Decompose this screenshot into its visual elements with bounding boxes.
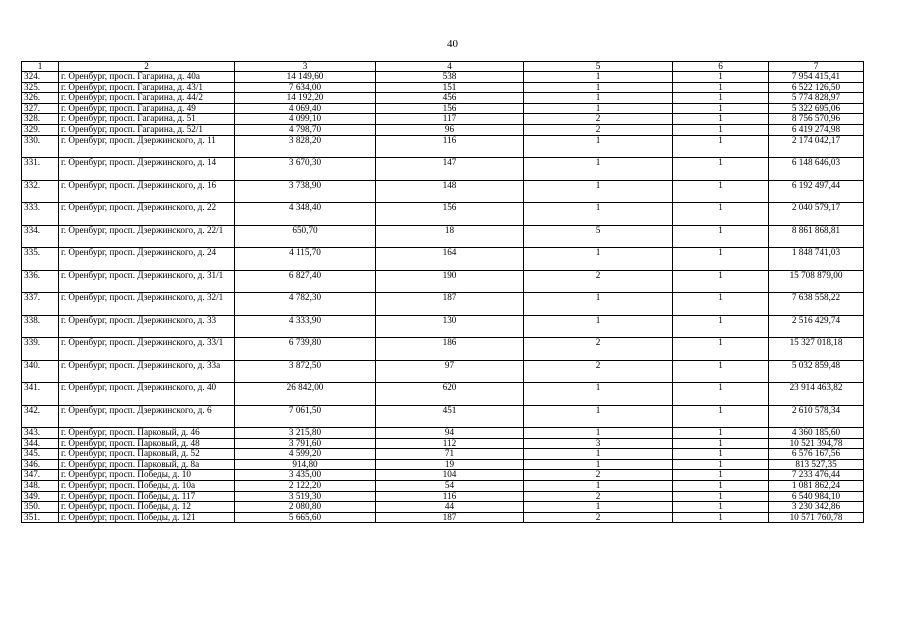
count-cell: 538: [376, 72, 524, 83]
row-number: 324.: [22, 72, 59, 83]
address-cell: г. Оренбург, просп. Дзержинского, д. 32/1: [59, 293, 235, 316]
column6-cell: 1: [673, 203, 769, 226]
column6-cell: 1: [673, 405, 769, 428]
cost-cell: 4 360 185,60: [769, 428, 864, 439]
column5-cell: 2: [524, 360, 673, 383]
row-number: 332.: [22, 180, 59, 203]
table-row: [22, 180, 864, 203]
cost-cell: 5 032 859,48: [769, 360, 864, 383]
area-cell: 14 149,60: [235, 72, 376, 83]
cost-cell: 10 521 394,78: [769, 438, 864, 449]
count-cell: 164: [376, 248, 524, 271]
cost-cell: 1 081 862,24: [769, 481, 864, 492]
table-row: [22, 481, 864, 492]
table-row: [22, 135, 864, 158]
column6-cell: 1: [673, 338, 769, 361]
address-cell: г. Оренбург, просп. Победы, д. 10а: [59, 481, 235, 492]
area-cell: 14 192,20: [235, 93, 376, 104]
count-cell: 19: [376, 459, 524, 470]
area-cell: 26 842,00: [235, 383, 376, 406]
count-cell: 148: [376, 180, 524, 203]
address-cell: г. Оренбург, просп. Гагарина, д. 52/1: [59, 124, 235, 135]
area-cell: 5 665,60: [235, 512, 376, 523]
address-cell: г. Оренбург, просп. Дзержинского, д. 22: [59, 203, 235, 226]
table-row: [22, 270, 864, 293]
column-header: 2: [59, 62, 235, 72]
cost-cell: 3 230 342,86: [769, 502, 864, 513]
column5-cell: 2: [524, 270, 673, 293]
cost-cell: 2 610 578,34: [769, 405, 864, 428]
column5-cell: 1: [524, 449, 673, 460]
address-cell: г. Оренбург, просп. Дзержинского, д. 31/1: [59, 270, 235, 293]
row-number: 339.: [22, 338, 59, 361]
area-cell: 3 215,80: [235, 428, 376, 439]
table-body: [22, 72, 864, 523]
row-number: 351.: [22, 512, 59, 523]
column6-cell: 1: [673, 360, 769, 383]
row-number: 342.: [22, 405, 59, 428]
column6-cell: 1: [673, 114, 769, 125]
address-cell: г. Оренбург, просп. Парковый, д. 46: [59, 428, 235, 439]
table-row: [22, 225, 864, 248]
column5-cell: 1: [524, 103, 673, 114]
count-cell: 620: [376, 383, 524, 406]
cost-cell: 7 233 476,44: [769, 470, 864, 481]
row-number: 345.: [22, 449, 59, 460]
table-row: [22, 315, 864, 338]
row-number: 349.: [22, 491, 59, 502]
column5-cell: 1: [524, 502, 673, 513]
column5-cell: 2: [524, 470, 673, 481]
table-row: [22, 470, 864, 481]
cost-cell: 6 419 274,98: [769, 124, 864, 135]
count-cell: 54: [376, 481, 524, 492]
row-number: 327.: [22, 103, 59, 114]
area-cell: 3 872,50: [235, 360, 376, 383]
area-cell: 4 798,70: [235, 124, 376, 135]
row-number: 343.: [22, 428, 59, 439]
column-header: 6: [673, 62, 769, 72]
area-cell: 6 739,80: [235, 338, 376, 361]
column5-cell: 1: [524, 180, 673, 203]
cost-cell: 15 327 018,18: [769, 338, 864, 361]
column6-cell: 1: [673, 512, 769, 523]
address-cell: г. Оренбург, просп. Гагарина, д. 49: [59, 103, 235, 114]
address-cell: г. Оренбург, просп. Гагарина, д. 51: [59, 114, 235, 125]
column5-cell: 1: [524, 248, 673, 271]
column6-cell: 1: [673, 103, 769, 114]
row-number: 346.: [22, 459, 59, 470]
column5-cell: 2: [524, 338, 673, 361]
column-header: 3: [235, 62, 376, 72]
column6-cell: 1: [673, 449, 769, 460]
area-cell: 7 061,50: [235, 405, 376, 428]
cost-cell: 6 540 984,10: [769, 491, 864, 502]
column6-cell: 1: [673, 481, 769, 492]
cost-cell: 8 756 570,96: [769, 114, 864, 125]
area-cell: 3 791,60: [235, 438, 376, 449]
count-cell: 187: [376, 512, 524, 523]
cost-cell: 6 192 497,44: [769, 180, 864, 203]
row-number: 348.: [22, 481, 59, 492]
address-cell: г. Оренбург, просп. Парковый, д. 8а: [59, 459, 235, 470]
table-row: [22, 491, 864, 502]
cost-cell: 10 571 760,78: [769, 512, 864, 523]
count-cell: 104: [376, 470, 524, 481]
address-cell: г. Оренбург, просп. Дзержинского, д. 14: [59, 158, 235, 181]
row-number: 350.: [22, 502, 59, 513]
address-cell: г. Оренбург, просп. Гагарина, д. 40а: [59, 72, 235, 83]
row-number: 326.: [22, 93, 59, 104]
table-row: [22, 502, 864, 513]
row-number: 337.: [22, 293, 59, 316]
column5-cell: 1: [524, 72, 673, 83]
column6-cell: 1: [673, 315, 769, 338]
cost-cell: 2 516 429,74: [769, 315, 864, 338]
cost-cell: 7 954 415,41: [769, 72, 864, 83]
table-row: [22, 124, 864, 135]
column5-cell: 1: [524, 405, 673, 428]
column6-cell: 1: [673, 158, 769, 181]
table-row: [22, 438, 864, 449]
count-cell: 130: [376, 315, 524, 338]
address-cell: г. Оренбург, просп. Дзержинского, д. 33а: [59, 360, 235, 383]
row-number: 333.: [22, 203, 59, 226]
column6-cell: 1: [673, 180, 769, 203]
table-row: [22, 293, 864, 316]
table-row: [22, 93, 864, 104]
address-cell: г. Оренбург, просп. Дзержинского, д. 40: [59, 383, 235, 406]
area-cell: 914,80: [235, 459, 376, 470]
column5-cell: 1: [524, 428, 673, 439]
area-cell: 7 634,00: [235, 82, 376, 93]
area-cell: 3 435,00: [235, 470, 376, 481]
cost-cell: 5 322 695,06: [769, 103, 864, 114]
cost-cell: 2 174 042,17: [769, 135, 864, 158]
column6-cell: 1: [673, 502, 769, 513]
area-cell: 6 827,40: [235, 270, 376, 293]
column5-cell: 1: [524, 135, 673, 158]
address-cell: г. Оренбург, просп. Победы, д. 10: [59, 470, 235, 481]
column6-cell: 1: [673, 438, 769, 449]
column6-cell: 1: [673, 459, 769, 470]
address-cell: г. Оренбург, просп. Победы, д. 12: [59, 502, 235, 513]
address-cell: г. Оренбург, просп. Гагарина, д. 44/2: [59, 93, 235, 104]
table-row: [22, 203, 864, 226]
column5-cell: 1: [524, 82, 673, 93]
column5-cell: 1: [524, 158, 673, 181]
address-cell: г. Оренбург, просп. Парковый, д. 48: [59, 438, 235, 449]
address-cell: г. Оренбург, просп. Гагарина, д. 43/1: [59, 82, 235, 93]
row-number: 338.: [22, 315, 59, 338]
table-row: [22, 512, 864, 523]
column6-cell: 1: [673, 248, 769, 271]
table-row: [22, 158, 864, 181]
area-cell: 3 828,20: [235, 135, 376, 158]
count-cell: 186: [376, 338, 524, 361]
column6-cell: 1: [673, 270, 769, 293]
table-row: [22, 360, 864, 383]
address-cell: г. Оренбург, просп. Дзержинского, д. 16: [59, 180, 235, 203]
column5-cell: 1: [524, 481, 673, 492]
column5-cell: 1: [524, 315, 673, 338]
count-cell: 147: [376, 158, 524, 181]
count-cell: 456: [376, 93, 524, 104]
column6-cell: 1: [673, 491, 769, 502]
cost-cell: 15 708 879,00: [769, 270, 864, 293]
table-row: [22, 383, 864, 406]
column-header: 5: [524, 62, 673, 72]
cost-cell: 7 638 558,22: [769, 293, 864, 316]
area-cell: 2 122,20: [235, 481, 376, 492]
row-number: 347.: [22, 470, 59, 481]
cost-cell: 1 848 741,03: [769, 248, 864, 271]
row-number: 325.: [22, 82, 59, 93]
count-cell: 451: [376, 405, 524, 428]
page-number: 40: [447, 38, 458, 50]
area-cell: 650,70: [235, 225, 376, 248]
address-cell: г. Оренбург, просп. Дзержинского, д. 6: [59, 405, 235, 428]
area-cell: 3 738,90: [235, 180, 376, 203]
register-table: [21, 61, 864, 523]
table-row: [22, 248, 864, 271]
table-row: [22, 82, 864, 93]
row-number: 329.: [22, 124, 59, 135]
column5-cell: 1: [524, 383, 673, 406]
count-cell: 97: [376, 360, 524, 383]
row-number: 335.: [22, 248, 59, 271]
row-number: 330.: [22, 135, 59, 158]
column5-cell: 2: [524, 124, 673, 135]
column6-cell: 1: [673, 82, 769, 93]
area-cell: 4 069,40: [235, 103, 376, 114]
column5-cell: 2: [524, 114, 673, 125]
area-cell: 4 115,70: [235, 248, 376, 271]
row-number: 334.: [22, 225, 59, 248]
column6-cell: 1: [673, 293, 769, 316]
cost-cell: 23 914 463,82: [769, 383, 864, 406]
cost-cell: 6 522 126,50: [769, 82, 864, 93]
column6-cell: 1: [673, 93, 769, 104]
count-cell: 190: [376, 270, 524, 293]
column6-cell: 1: [673, 135, 769, 158]
address-cell: г. Оренбург, просп. Дзержинского, д. 11: [59, 135, 235, 158]
area-cell: 4 599,20: [235, 449, 376, 460]
row-number: 344.: [22, 438, 59, 449]
column5-cell: 1: [524, 203, 673, 226]
column6-cell: 1: [673, 470, 769, 481]
area-cell: 4 099,10: [235, 114, 376, 125]
column-header: 4: [376, 62, 524, 72]
cost-cell: 6 148 646,03: [769, 158, 864, 181]
address-cell: г. Оренбург, просп. Победы, д. 117: [59, 491, 235, 502]
count-cell: 116: [376, 491, 524, 502]
address-cell: г. Оренбург, просп. Дзержинского, д. 24: [59, 248, 235, 271]
cost-cell: 5 774 828,97: [769, 93, 864, 104]
count-cell: 112: [376, 438, 524, 449]
table-row: [22, 103, 864, 114]
row-number: 331.: [22, 158, 59, 181]
area-cell: 4 348,40: [235, 203, 376, 226]
count-cell: 116: [376, 135, 524, 158]
address-cell: г. Оренбург, просп. Дзержинского, д. 33/1: [59, 338, 235, 361]
row-number: 340.: [22, 360, 59, 383]
column6-cell: 1: [673, 428, 769, 439]
address-cell: г. Оренбург, просп. Парковый, д. 52: [59, 449, 235, 460]
column6-cell: 1: [673, 225, 769, 248]
count-cell: 156: [376, 203, 524, 226]
column5-cell: 3: [524, 438, 673, 449]
count-cell: 18: [376, 225, 524, 248]
cost-cell: 6 576 167,56: [769, 449, 864, 460]
column5-cell: 5: [524, 225, 673, 248]
cost-cell: 813 527,35: [769, 459, 864, 470]
row-number: 328.: [22, 114, 59, 125]
area-cell: 4 333,90: [235, 315, 376, 338]
column6-cell: 1: [673, 72, 769, 83]
table-row: [22, 338, 864, 361]
count-cell: 94: [376, 428, 524, 439]
cost-cell: 8 861 868,81: [769, 225, 864, 248]
count-cell: 44: [376, 502, 524, 513]
column5-cell: 1: [524, 459, 673, 470]
count-cell: 151: [376, 82, 524, 93]
table-row: [22, 428, 864, 439]
count-cell: 156: [376, 103, 524, 114]
table-row: [22, 114, 864, 125]
area-cell: 3 519,30: [235, 491, 376, 502]
table-row: [22, 72, 864, 83]
count-cell: 187: [376, 293, 524, 316]
column5-cell: 1: [524, 93, 673, 104]
column6-cell: 1: [673, 383, 769, 406]
cost-cell: 2 040 579,17: [769, 203, 864, 226]
column5-cell: 2: [524, 512, 673, 523]
column6-cell: 1: [673, 124, 769, 135]
area-cell: 2 080,80: [235, 502, 376, 513]
address-cell: г. Оренбург, просп. Дзержинского, д. 22/1: [59, 225, 235, 248]
column5-cell: 2: [524, 491, 673, 502]
table-row: [22, 405, 864, 428]
address-cell: г. Оренбург, просп. Дзержинского, д. 33: [59, 315, 235, 338]
column-header-row: [22, 62, 864, 72]
table-row: [22, 459, 864, 470]
row-number: 341.: [22, 383, 59, 406]
column5-cell: 1: [524, 293, 673, 316]
count-cell: 96: [376, 124, 524, 135]
area-cell: 4 782,30: [235, 293, 376, 316]
table-row: [22, 449, 864, 460]
count-cell: 71: [376, 449, 524, 460]
column-header: 7: [769, 62, 864, 72]
row-number: 336.: [22, 270, 59, 293]
area-cell: 3 670,30: [235, 158, 376, 181]
address-cell: г. Оренбург, просп. Победы, д. 121: [59, 512, 235, 523]
count-cell: 117: [376, 114, 524, 125]
column-header: 1: [22, 62, 59, 72]
